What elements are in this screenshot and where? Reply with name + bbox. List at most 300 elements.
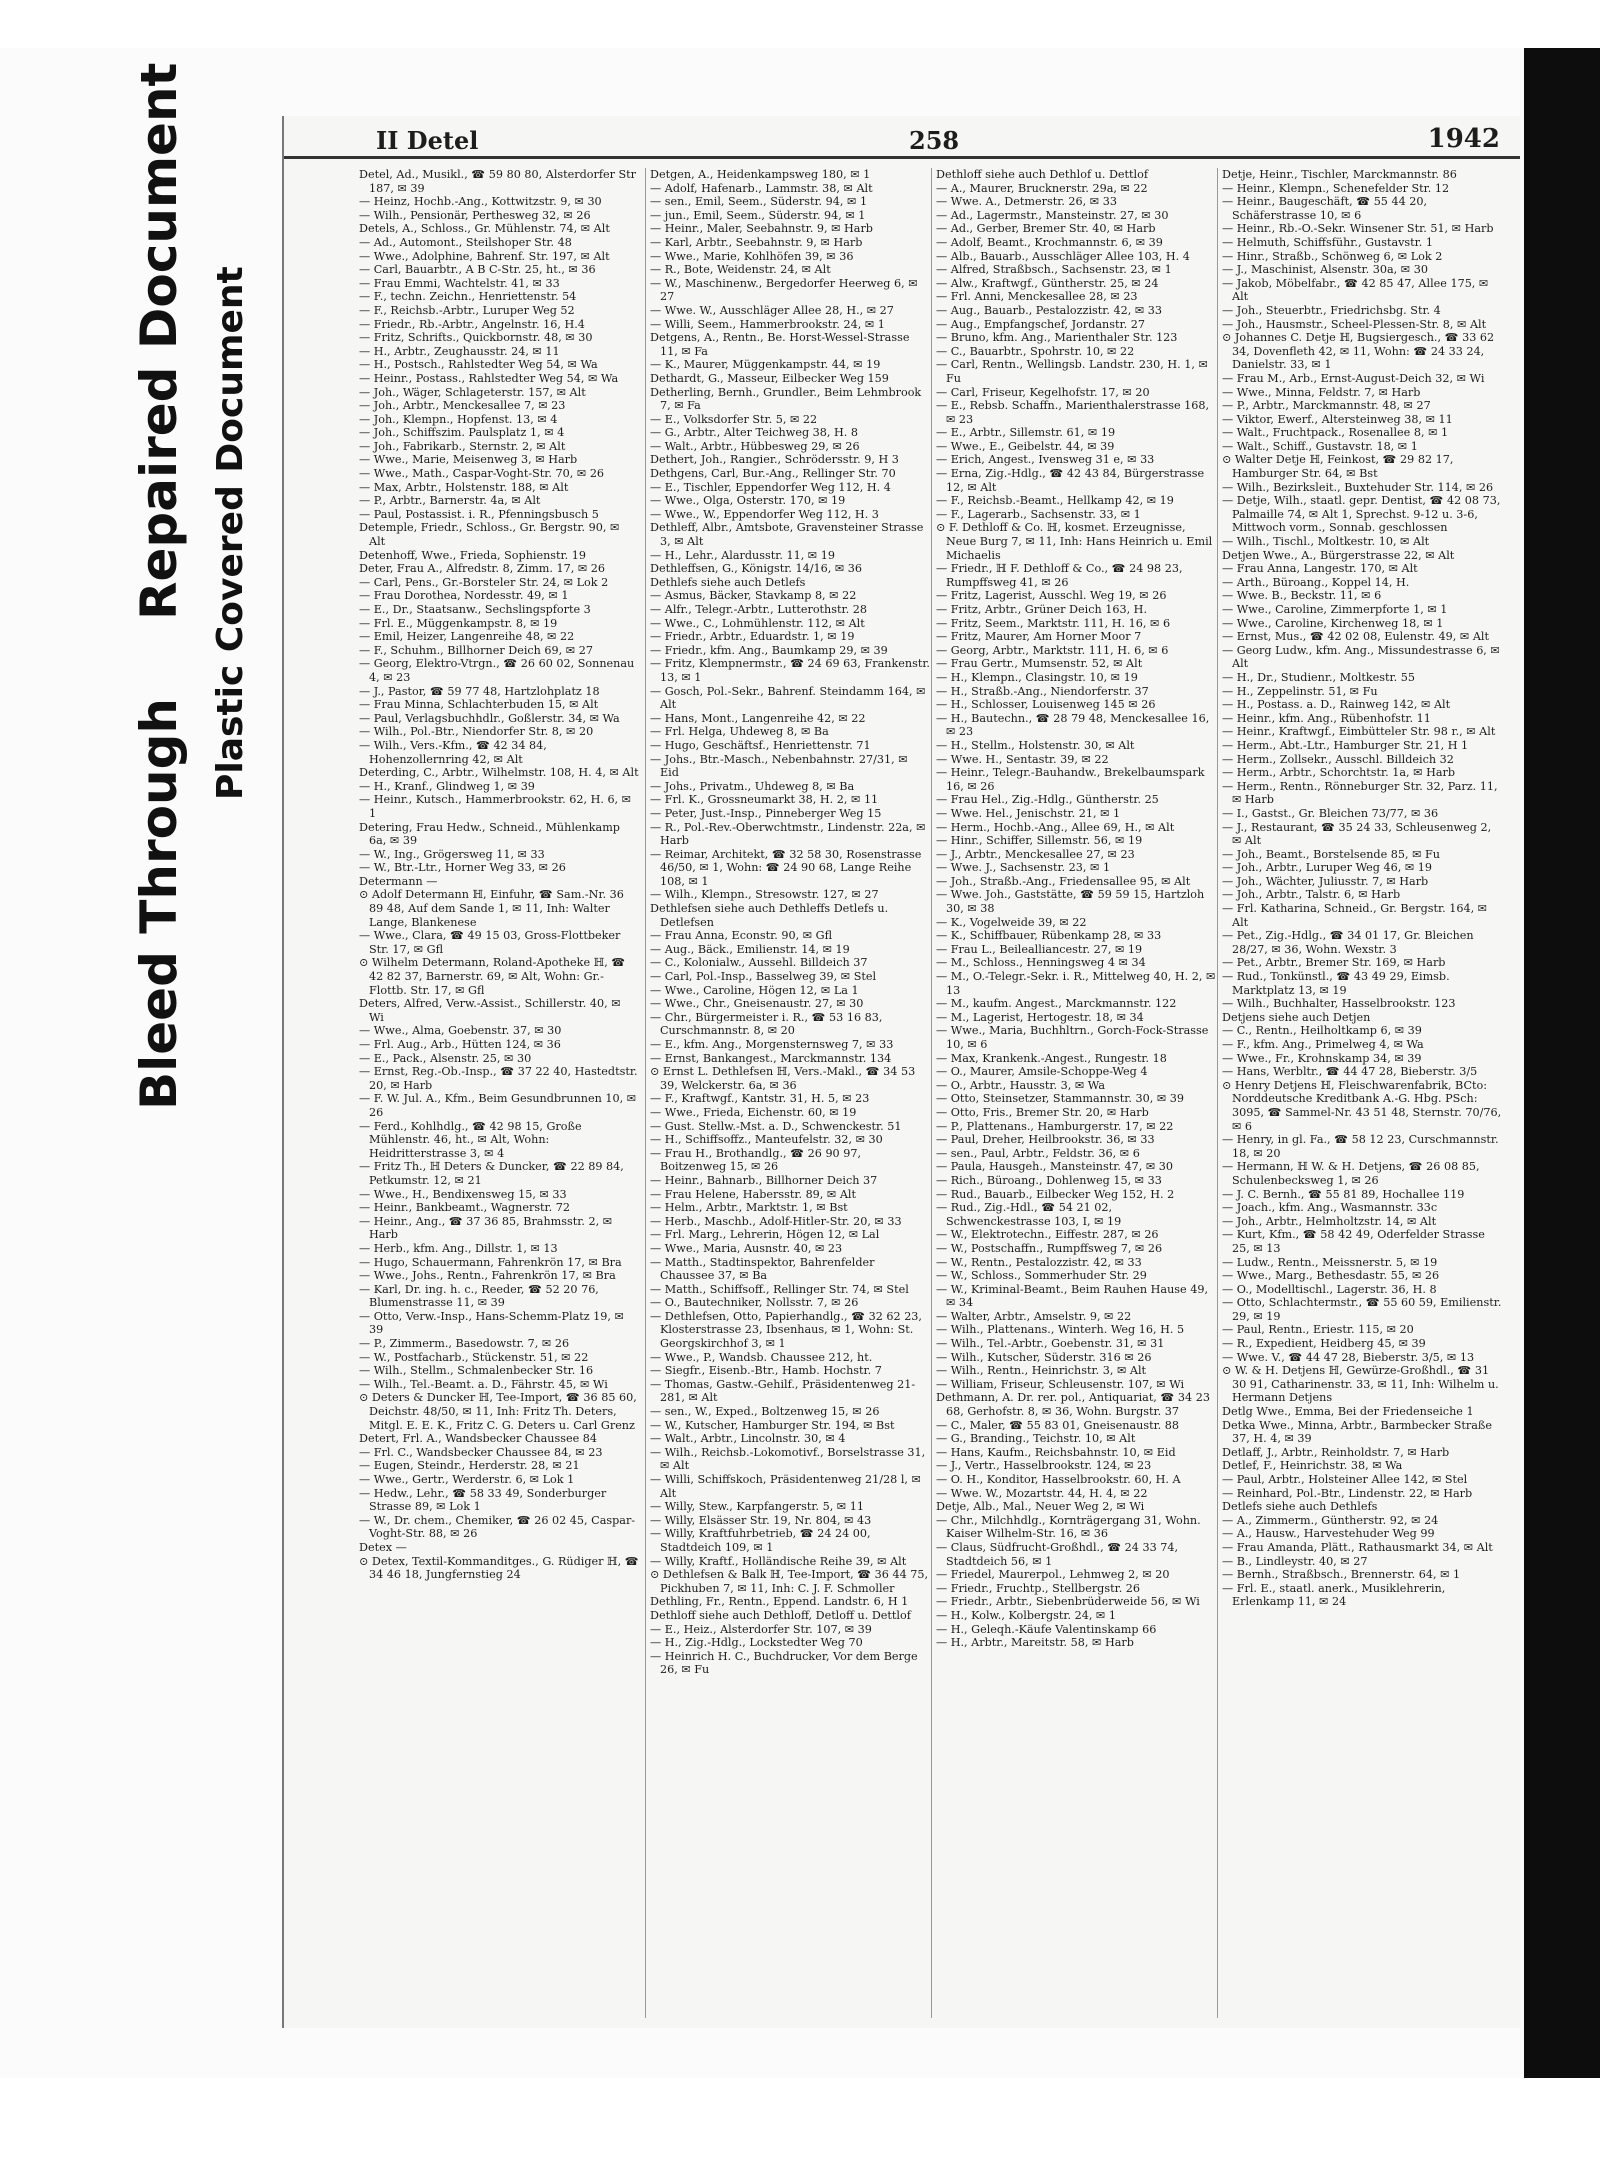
directory-entry: — W., Elektrotechn., Eiffestr. 287, ✉ 26 — [936, 1228, 1159, 1242]
directory-entry: Detgens, A., Rentn., Be. Horst-Wessel-Strasse 11, ✉ Fa — [650, 331, 910, 358]
directory-entry: — Fritz Th., ℍ Deters & Duncker, ☎ 22 89 84, Petkumstr. 12, ✉ 21 — [359, 1160, 624, 1187]
directory-entry: — Heinr., Klempn., Schenefelder Str. 12 — [1222, 181, 1450, 195]
directory-entry: Detlef, F., Heinrichstr. 38, ✉ Wa — [1222, 1459, 1403, 1473]
directory-entry: — Fritz, Klempnermstr., ☎ 24 69 63, Frankenstr. 13, ✉ 1 — [650, 657, 930, 684]
directory-entry: — J. C. Bernh., ☎ 55 81 89, Hochallee 119 — [1222, 1187, 1465, 1201]
directory-entry: — E., Arbtr., Sillemstr. 61, ✉ 19 — [936, 426, 1116, 440]
directory-entry: — Henry, in gl. Fa., ☎ 58 12 23, Curschmannstr. 18, ✉ 20 — [1222, 1133, 1499, 1160]
directory-entry: — M., kaufm. Angest., Marckmannstr. 122 — [936, 997, 1177, 1011]
directory-entry: — Wwe., Clara, ☎ 49 15 03, Gross-Flottbeker Str. 17, ✉ Gfl — [359, 929, 621, 956]
directory-entry: — Friedr., kfm. Ang., Baumkamp 29, ✉ 39 — [650, 643, 888, 657]
directory-entry: — Carl, Friseur, Kegelhofstr. 17, ✉ 20 — [936, 385, 1150, 399]
directory-entry: — Herb., kfm. Ang., Dillstr. 1, ✉ 13 — [359, 1241, 558, 1255]
directory-entry: — Reimar, Architekt, ☎ 32 58 30, Rosenstrasse 46/50, ✉ 1, Wohn: ☎ 24 90 68, Lange Reihe 108, ✉ 1 — [650, 847, 922, 888]
directory-entry: — H., Klempn., Clasingstr. 10, ✉ 19 — [936, 670, 1138, 684]
directory-entry: — O., Maurer, Amsile-Schoppe-Weg 4 — [936, 1065, 1148, 1079]
page-number: 258 — [909, 126, 960, 155]
directory-entry: — Frl. Anni, Menckesallee 28, ✉ 23 — [936, 290, 1138, 304]
directory-entry: — Erna, Zig.-Hdlg., ☎ 42 43 84, Bürgerstrasse 12, ✉ Alt — [936, 467, 1205, 494]
directory-entry: — F., Reichsb.-Arbtr., Luruper Weg 52 — [359, 303, 575, 317]
directory-entry: — F., Reichsb.-Beamt., Hellkamp 42, ✉ 19 — [936, 494, 1174, 508]
directory-entry: — Heinr., Postass., Rahlstedter Weg 54, ✉ Wa — [359, 371, 619, 385]
directory-entry: — Paul, Rentn., Eriestr. 115, ✉ 20 — [1222, 1323, 1414, 1337]
directory-entry: — Friedr., Rb.-Arbtr., Angelnstr. 16, H.4 — [359, 317, 585, 331]
directory-entry: — Wilh., Stellm., Schmalenbecker Str. 16 — [359, 1364, 594, 1378]
directory-entry: — Gosch, Pol.-Sekr., Bahrenf. Steindamm 164, ✉ Alt — [650, 684, 926, 712]
directory-entry: — Hinr., Schiffer, Sillemstr. 56, ✉ 19 — [936, 834, 1143, 848]
directory-entry: Detex — — [359, 1540, 407, 1554]
directory-entry: — W., Postschaffn., Rumpffsweg 7, ✉ 26 — [936, 1241, 1163, 1255]
directory-columns — [359, 168, 1504, 2018]
condition-labels — [118, 62, 268, 1120]
directory-entry: — J., Maschinist, Alsenstr. 30a, ✉ 30 — [1222, 263, 1428, 277]
directory-entry: — Heinr., kfm. Ang., Rübenhofstr. 11 — [1222, 711, 1431, 725]
directory-entry: — Reinhard, Pol.-Btr., Lindenstr. 22, ✉ Harb — [1222, 1486, 1473, 1500]
directory-entry: — Wwe., Johs., Rentn., Fahrenkrön 17, ✉ Bra — [359, 1269, 616, 1283]
directory-entry: — Erich, Angest., Ivensweg 31 e, ✉ 33 — [936, 453, 1155, 467]
directory-entry: — F., Schuhm., Billhorner Deich 69, ✉ 27 — [359, 643, 593, 657]
directory-entry: — Wilh., Buchhalter, Hasselbrookstr. 123 — [1222, 997, 1456, 1011]
directory-entry: — sen., W., Exped., Boltzenweg 15, ✉ 26 — [650, 1405, 880, 1419]
directory-entry: — W., Btr.-Ltr., Horner Weg 33, ✉ 26 — [359, 861, 566, 875]
directory-entry: — B., Lindleystr. 40, ✉ 27 — [1222, 1554, 1368, 1568]
directory-entry: — Herm., Arbtr., Schorchtstr. 1a, ✉ Harb — [1222, 766, 1456, 780]
directory-entry: — Wwe., Adolphine, Bahrenf. Str. 197, ✉ Alt — [359, 249, 610, 263]
directory-entry: — Georg, Arbtr., Marktstr. 111, H. 6, ✉ 6 — [936, 643, 1169, 657]
directory-entry: — Johs., Privatm., Uhdeweg 8, ✉ Ba — [650, 779, 855, 793]
directory-entry: — Joh., Wäger, Schlageterstr. 157, ✉ Alt — [359, 385, 586, 399]
plastic-covered-label: Plastic Covered Document — [210, 266, 251, 800]
directory-entry: — Ad., Gerber, Bremer Str. 40, ✉ Harb — [936, 222, 1156, 236]
directory-entry: — Herm., Abt.-Ltr., Hamburger Str. 21, H 1 — [1222, 738, 1469, 752]
directory-entry: — Chr., Milchhdlg., Kornträgergang 31, Wohn. Kaiser Wilhelm-Str. 16, ✉ 36 — [936, 1513, 1201, 1541]
directory-entry: — Claus, Südfrucht-Großhdl., ☎ 24 33 74, Stadtdeich 56, ✉ 1 — [936, 1540, 1179, 1568]
directory-entry: — Walt., Fruchtpack., Rosenallee 8, ✉ 1 — [1222, 426, 1449, 440]
directory-entry: — Pet., Arbtr., Bremer Str. 169, ✉ Harb — [1222, 956, 1446, 970]
directory-entry: — Willy, Kraftf., Holländische Reihe 39, ✉ Alt — [650, 1554, 907, 1568]
directory-entry: — Arth., Büroang., Koppel 14, H. — [1222, 575, 1410, 589]
directory-entry: — E., Dr., Staatsanw., Sechslingspforte 3 — [359, 603, 591, 616]
directory-entry: — Otto, Schlachtermstr., ☎ 55 60 59, Emilienstr. 29, ✉ 19 — [1222, 1296, 1502, 1323]
directory-entry: — Frau Emmi, Wachtelstr. 41, ✉ 33 — [359, 276, 560, 290]
directory-entry: — Wwe. Hel., Jenischstr. 21, ✉ 1 — [936, 806, 1121, 820]
directory-entry: — Wwe. A., Detmerstr. 26, ✉ 33 — [936, 195, 1117, 209]
directory-entry: — Walt., Schiff., Gustavstr. 18, ✉ 1 — [1222, 439, 1418, 453]
directory-entry: — A., Maurer, Brucknerstr. 29a, ✉ 22 — [936, 181, 1148, 195]
directory-entry: — Hugo, Geschäftsf., Henriettenstr. 71 — [650, 738, 871, 752]
directory-entry: — Frau Anna, Econstr. 90, ✉ Gfl — [650, 929, 833, 943]
directory-entry: Dethloff siehe auch Dethloff, Detloff u. Dettlof — [650, 1608, 911, 1622]
directory-entry: — Wwe. J., Sachsenstr. 23, ✉ 1 — [936, 861, 1111, 875]
directory-entry: — Rud., Tonkünstl., ☎ 43 49 29, Eimsb. Marktplatz 13, ✉ 19 — [1222, 970, 1450, 997]
directory-entry: — Wwe., Caroline, Zimmerpforte 1, ✉ 1 — [1222, 603, 1448, 616]
directory-entry: — Carl, Bauarbtr., A B C-Str. 25, ht., ✉ 36 — [359, 263, 596, 277]
bleed-through-label: Bleed Through — [130, 698, 188, 1110]
directory-entry: — Emil, Heizer, Langenreihe 48, ✉ 22 — [359, 630, 575, 644]
directory-entry: — K., Schiffbauer, Rübenkamp 28, ✉ 33 — [936, 929, 1162, 943]
directory-entry: Detherling, Bernh., Grundler., Beim Lehmbrook 7, ✉ Fa — [650, 385, 922, 413]
directory-entry: — Fritz, Arbtr., Grüner Deich 163, H. — [936, 603, 1147, 616]
directory-entry: Detlg Wwe., Emma, Bei der Friedenseiche 1 — [1222, 1405, 1474, 1419]
directory-entry: — Frau Anna, Langestr. 170, ✉ Alt — [1222, 562, 1418, 576]
directory-entry: Dethlefs siehe auch Detlefs — [650, 575, 806, 589]
directory-entry: — H., Schlosser, Louisenweg 145 ✉ 26 — [936, 698, 1156, 712]
directory-entry: — M., O.-Telegr.-Sekr. i. R., Mittelweg 40, H. 2, ✉ 13 — [936, 970, 1216, 997]
directory-entry: — Wwe. V., ☎ 44 47 28, Bieberstr. 3/5, ✉ 13 — [1222, 1350, 1475, 1364]
directory-entry: — Wwe., Gertr., Werderstr. 6, ✉ Lok 1 — [359, 1473, 575, 1486]
directory-entry: Dethloff siehe auch Dethlof u. Dettlof — [936, 168, 1148, 181]
directory-entry: — Frau Amanda, Plätt., Rathausmarkt 34, ✉ Alt — [1222, 1540, 1493, 1554]
directory-entry: — H., Lehr., Alardusstr. 11, ✉ 19 — [650, 548, 835, 562]
directory-entry: — Wwe., Maria, Buchhltrn., Gorch-Fock-Strasse 10, ✉ 6 — [936, 1024, 1209, 1051]
directory-entry: — W., Rentn., Pestalozzistr. 42, ✉ 33 — [936, 1255, 1142, 1269]
directory-entry: — Frl. E., Müggenkampstr. 8, ✉ 19 — [359, 616, 558, 630]
directory-entry: — Paul, Arbtr., Holsteiner Allee 142, ✉ Stel — [1222, 1473, 1468, 1486]
directory-entry: Detjens siehe auch Detjen — [1222, 1010, 1371, 1024]
directory-entry: — Frau Gertr., Mumsenstr. 52, ✉ Alt — [936, 657, 1143, 671]
directory-entry: — Herb., Maschb., Adolf-Hitler-Str. 20, ✉ 33 — [650, 1214, 902, 1228]
directory-entry: ⊙ Ernst L. Dethlefsen ℍ, Vers.-Makl., ☎ 34 53 39, Welckerstr. 6a, ✉ 36 — [650, 1065, 916, 1092]
directory-entry: — jun., Emil, Seem., Süderstr. 94, ✉ 1 — [650, 208, 866, 222]
directory-entry: — Kurt, Kfm., ☎ 58 42 49, Oderfelder Strasse 25, ✉ 13 — [1222, 1228, 1485, 1255]
directory-entry: — Friedr., ℍ F. Dethloff & Co., ☎ 24 98 23, Rumpffsweg 41, ✉ 26 — [936, 562, 1183, 589]
directory-entry: — Rich., Büroang., Dohlenweg 15, ✉ 33 — [936, 1173, 1162, 1187]
directory-entry: — Wwe. W., Mozartstr. 44, H. 4, ✉ 22 — [936, 1486, 1148, 1500]
directory-entry: — Max, Krankenk.-Angest., Rungestr. 18 — [936, 1051, 1167, 1065]
directory-entry: — Joach., kfm. Ang., Wasmannstr. 33c — [1222, 1201, 1438, 1215]
directory-entry: — F. W. Jul. A., Kfm., Beim Gesundbrunnen 10, ✉ 26 — [359, 1092, 637, 1119]
directory-entry: — H., Postsch., Rahlstedter Weg 54, ✉ Wa — [359, 358, 598, 372]
directory-entry: — Wwe., Chr., Gneisenaustr. 27, ✉ 30 — [650, 997, 864, 1011]
directory-entry: Dethlefsen siehe auch Dethleffs Detlefs u. Detlefsen — [650, 902, 889, 929]
directory-entry: — G., Branding., Teichstr. 10, ✉ Alt — [936, 1432, 1136, 1446]
directory-entry: — H., Kranf., Glindweg 1, ✉ 39 — [359, 779, 535, 793]
directory-entry: — Karl, Dr. ing. h. c., Reeder, ☎ 52 20 76, Blumenstrasse 11, ✉ 39 — [359, 1282, 599, 1310]
directory-entry: — Heinr., Maler, Seebahnstr. 9, ✉ Harb — [650, 222, 873, 236]
directory-entry: — Wwe., Frieda, Eichenstr. 60, ✉ 19 — [650, 1105, 857, 1119]
directory-entry: — Walt., Arbtr., Hübbesweg 29, ✉ 26 — [650, 439, 860, 453]
directory-entry: — Wwe., Marie, Meisenweg 3, ✉ Harb — [359, 453, 578, 467]
directory-entry: — F., Kraftwgf., Kantstr. 31, H. 5, ✉ 23 — [650, 1092, 870, 1106]
directory-entry: — O. H., Konditor, Hasselbrookstr. 60, H. A — [936, 1473, 1181, 1486]
directory-entry: — Willy, Stew., Karpfangerstr. 5, ✉ 11 — [650, 1500, 864, 1514]
directory-entry: Detlefs siehe auch Dethlefs — [1222, 1500, 1378, 1514]
directory-entry: — Heinr., Bahnarb., Billhorner Deich 37 — [650, 1173, 878, 1187]
directory-entry: — Willi, Seem., Hammerbrookstr. 24, ✉ 1 — [650, 317, 885, 331]
directory-entry: — Viktor, Ewerf., Altersteinweg 38, ✉ 11 — [1222, 412, 1453, 426]
directory-entry: — H., Geleqh.-Käufe Valentinskamp 66 — [936, 1622, 1157, 1636]
directory-entry: — Frl. C., Wandsbecker Chaussee 84, ✉ 23 — [359, 1445, 603, 1459]
directory-entry: — Fritz, Maurer, Am Horner Moor 7 — [936, 630, 1142, 644]
directory-entry: ⊙ Detex, Textil-Kommanditges., G. Rüdiger ℍ, ☎ 34 46 18, Jungfernstieg 24 — [359, 1554, 639, 1582]
directory-entry: — Frau M., Arb., Ernst-August-Deich 32, ✉ Wi — [1222, 371, 1485, 385]
directory-entry: — Frl. E., staatl. anerk., Musiklehrerin, Erlenkamp 11, ✉ 24 — [1222, 1581, 1446, 1609]
directory-entry: Detje, Alb., Mal., Neuer Weg 2, ✉ Wi — [936, 1500, 1145, 1514]
directory-entry: — Hans, Kaufm., Reichsbahnstr. 10, ✉ Eid — [936, 1445, 1176, 1459]
directory-entry: — Ernst, Reg.-Ob.-Insp., ☎ 37 22 40, Hastedtstr. 20, ✉ Harb — [359, 1065, 638, 1092]
directory-entry: — M., Schloss., Henningsweg 4 ✉ 34 — [936, 956, 1146, 970]
directory-entry: — Alb., Bauarb., Ausschläger Allee 103, H. 4 — [936, 249, 1190, 263]
directory-entry: Dethert, Joh., Rangier., Schrödersstr. 9, H 3 — [650, 453, 899, 467]
directory-entry: — Walter, Arbtr., Amselstr. 9, ✉ 22 — [936, 1309, 1132, 1323]
directory-entry: — Wwe., E., Geibelstr. 44, ✉ 39 — [936, 439, 1115, 453]
directory-entry: — Otto, Fris., Bremer Str. 20, ✉ Harb — [936, 1105, 1149, 1119]
directory-entry: — Wwe., W., Eppendorfer Weg 112, H. 3 — [650, 507, 879, 521]
directory-entry: — Frl. Marg., Lehrerin, Högen 12, ✉ Lal — [650, 1228, 880, 1242]
directory-entry: — Wilh., Pensionär, Perthesweg 32, ✉ 26 — [359, 208, 591, 222]
directory-entry: — Helmuth, Schiffsführ., Gustavstr. 1 — [1222, 235, 1434, 249]
directory-entry: — Hans, Mont., Langenreihe 42, ✉ 22 — [650, 711, 866, 725]
directory-entry: — Willi, Schiffskoch, Präsidentenweg 21/28 l, ✉ Alt — [650, 1473, 921, 1500]
directory-entry: — Frl. K., Grossneumarkt 38, H. 2, ✉ 11 — [650, 793, 879, 807]
directory-entry: — Heinz, Hochb.-Ang., Kottwitzstr. 9, ✉ 30 — [359, 195, 602, 209]
directory-entry: — Carl, Pol.-Insp., Basselweg 39, ✉ Stel — [650, 970, 877, 984]
directory-entry: — Frau Minna, Schlachterbuden 15, ✉ Alt — [359, 698, 599, 712]
directory-entry: ⊙ Henry Detjens ℍ, Fleischwarenfabrik, BCto: Norddeutsche Kreditbank A.-G. Hbg. PSch: 3095, ☎ Sammel-Nr. 43 51 48, Sternstr. 70/76, ✉ 6 — [1222, 1078, 1502, 1133]
directory-entry: — H., Postass. a. D., Rainweg 142, ✉ Alt — [1222, 698, 1451, 712]
directory-entry: — Wilh., Pol.-Btr., Niendorfer Str. 8, ✉ 20 — [359, 725, 594, 739]
directory-entry: — E., Heiz., Alsterdorfer Str. 107, ✉ 39 — [650, 1622, 872, 1636]
directory-entry: — O., Modelltischl., Lagerstr. 36, H. 8 — [1222, 1282, 1437, 1296]
directory-entry: — Siegfr., Eisenb.-Btr., Hamb. Hochstr. 7 — [650, 1364, 882, 1378]
directory-entry: Detels, A., Schloss., Gr. Mühlenstr. 74, ✉ Alt — [359, 222, 610, 236]
directory-entry: — Wilh., Bezirksleit., Buxtehuder Str. 114, ✉ 26 — [1222, 480, 1494, 494]
directory-entry: — R., Pol.-Rev.-Oberwchtmstr., Lindenstr. 22a, ✉ Harb — [650, 820, 926, 848]
directory-entry: — Ernst, Mus., ☎ 42 02 08, Eulenstr. 49, ✉ Alt — [1222, 630, 1489, 644]
directory-entry: — Frau L., Beilealliancestr. 27, ✉ 19 — [936, 942, 1143, 956]
directory-entry: — Joh., Hausmstr., Scheel-Plessen-Str. 8, ✉ Alt — [1222, 317, 1487, 331]
directory-entry: — Joh., Schiffszim. Paulsplatz 1, ✉ 4 — [359, 426, 565, 440]
column-2 — [645, 168, 930, 2018]
directory-entry: — Hugo, Schauermann, Fahrenkrön 17, ✉ Bra — [359, 1255, 622, 1269]
directory-entry: — F., Lagerarb., Sachsenstr. 33, ✉ 1 — [936, 507, 1141, 521]
directory-entry: ⊙ Adolf Determann ℍ, Einfuhr, ☎ Sam.-Nr. 36 89 48, Auf dem Sande 1, ✉ 11, Inh: Walter Lange, Blankenese — [359, 888, 624, 929]
directory-entry: — Joh., Arbtr., Talstr. 6, ✉ Harb — [1222, 888, 1401, 902]
directory-entry: — Ad., Automont., Steilshoper Str. 48 — [359, 235, 572, 249]
directory-entry: — W., Dr. chem., Chemiker, ☎ 26 02 45, Caspar-Voght-Str. 88, ✉ 26 — [359, 1513, 636, 1541]
directory-entry: Detering, Frau Hedw., Schneid., Mühlenkamp 6a, ✉ 39 — [359, 820, 620, 848]
directory-entry: — Wilh., Klempn., Stresowstr. 127, ✉ 27 — [650, 888, 879, 902]
directory-entry: — Joh., Fabrikarb., Sternstr. 2, ✉ Alt — [359, 439, 566, 453]
directory-entry: — O., Arbtr., Hausstr. 3, ✉ Wa — [936, 1078, 1105, 1092]
directory-entry: — Heinr., Baugeschäft, ☎ 55 44 20, Schäferstrasse 10, ✉ 6 — [1222, 195, 1428, 222]
directory-entry: — Max, Arbtr., Holstenstr. 188, ✉ Alt — [359, 480, 569, 494]
directory-entry: — Peter, Just.-Insp., Pinneberger Weg 15 — [650, 806, 882, 820]
directory-entry: — Carl, Pens., Gr.-Borsteler Str. 24, ✉ Lok 2 — [359, 575, 609, 589]
directory-entry: — J., Arbtr., Menckesallee 27, ✉ 23 — [936, 847, 1135, 861]
directory-entry: — J., Pastor, ☎ 59 77 48, Hartzlohplatz 18 — [359, 684, 600, 698]
directory-entry: — Aug., Bäck., Emilienstr. 14, ✉ 19 — [650, 942, 850, 956]
directory-entry: — Dethlefsen, Otto, Papierhandlg., ☎ 32 62 23, Klosterstrasse 23, Ibsenhaus, ✉ 1, Wohn: St. Georgskirchhof 3, ✉ 1 — [650, 1309, 922, 1351]
directory-entry: — Heinrich H. C., Buchdrucker, Vor dem Berge 26, ✉ Fu — [650, 1649, 918, 1677]
directory-entry: — Heinr., Kutsch., Hammerbrookstr. 62, H. 6, ✉ 1 — [359, 793, 632, 820]
directory-entry: — Wwe., Minna, Feldstr. 7, ✉ Harb — [1222, 385, 1421, 399]
directory-entry: — Hedw., Lehr., ☎ 58 33 49, Sonderburger Strasse 89, ✉ Lok 1 — [359, 1486, 607, 1514]
directory-entry: — Joh., Straßb.-Ang., Friedensallee 95, ✉ Alt — [936, 874, 1191, 888]
directory-entry: — William, Friseur, Schleusenstr. 107, ✉ Wi — [936, 1377, 1185, 1391]
directory-entry: — Wwe., Caroline, Kirchenweg 18, ✉ 1 — [1222, 616, 1444, 630]
directory-entry: — Wwe. B., Beckstr. 11, ✉ 6 — [1222, 589, 1382, 603]
directory-entry: Deter, Frau A., Alfredstr. 8, Zimm. 17, ✉ 26 — [359, 562, 606, 576]
directory-entry: — Wilh., Kutscher, Süderstr. 316 ✉ 26 — [936, 1350, 1152, 1364]
column-3 — [931, 168, 1216, 2018]
directory-entry: — W., Kriminal-Beamt., Beim Rauhen Hause 49, ✉ 34 — [936, 1282, 1209, 1310]
directory-entry: Detjen Wwe., A., Bürgerstrasse 22, ✉ Alt — [1222, 548, 1455, 562]
directory-entry: — Wilh., Rentn., Heinrichstr. 3, ✉ Alt — [936, 1364, 1147, 1378]
directory-entry: — Georg Ludw., kfm. Ang., Missundestrasse 6, ✉ Alt — [1222, 643, 1500, 671]
directory-entry: — Paul, Verlagsbuchhdlr., Goßlerstr. 34, ✉ Wa — [359, 711, 620, 725]
directory-entry: — Joh., Beamt., Borstelsende 85, ✉ Fu — [1222, 847, 1441, 861]
directory-entry: ⊙ Wilhelm Determann, Roland-Apotheke ℍ, ☎ 42 82 37, Barnerstr. 69, ✉ Alt, Wohn: Gr.-Flottb. Str. 17, ✉ Gfl — [359, 956, 626, 997]
directory-entry: — Eugen, Steindr., Herderstr. 28, ✉ 21 — [359, 1459, 580, 1473]
directory-entry: — Fritz, Seem., Marktstr. 111, H. 16, ✉ 6 — [936, 616, 1171, 630]
directory-entry: — Herm., Zollsekr., Ausschl. Billdeich 32 — [1222, 752, 1454, 766]
directory-entry: — Ad., Lagermstr., Mansteinstr. 27, ✉ 30 — [936, 208, 1169, 222]
directory-entry: — Heinr., Telegr.-Bauhandw., Brekelbaumspark 16, ✉ 26 — [936, 766, 1205, 793]
directory-entry: — Frau H., Brothandlg., ☎ 26 90 97, Boitzenweg 15, ✉ 26 — [650, 1146, 862, 1174]
directory-entry: — C., Bauarbtr., Spohrstr. 10, ✉ 22 — [936, 344, 1135, 358]
directory-entry: — Georg, Elektro-Vtrgn., ☎ 26 60 02, Sonnenau 4, ✉ 23 — [359, 657, 635, 684]
directory-entry: — sen., Paul, Arbtr., Feldstr. 36, ✉ 6 — [936, 1146, 1140, 1160]
directory-entry: — F., kfm. Ang., Primelweg 4, ✉ Wa — [1222, 1038, 1424, 1051]
directory-entry: — Alfred, Straßbsch., Sachsenstr. 23, ✉ 1 — [936, 263, 1172, 277]
directory-entry: — Chr., Bürgermeister i. R., ☎ 53 16 83, Curschmannstr. 8, ✉ 20 — [650, 1010, 883, 1038]
directory-entry: — Wilh., Tischl., Moltkestr. 10, ✉ Alt — [1222, 535, 1430, 549]
directory-entry: — Wwe. W., Ausschläger Allee 28, H., ✉ 27 — [650, 303, 894, 317]
directory-entry: — H., Schiffsoffz., Manteufelstr. 32, ✉ 30 — [650, 1133, 883, 1147]
directory-entry: — Johs., Btr.-Masch., Nebenbahnstr. 27/31, ✉ Eid — [650, 752, 908, 780]
directory-entry: — R., Bote, Weidenstr. 24, ✉ Alt — [650, 263, 831, 277]
directory-entry: Detert, Frl. A., Wandsbecker Chaussee 84 — [359, 1432, 598, 1446]
directory-entry: — W., Kutscher, Hamburger Str. 194, ✉ Bst — [650, 1418, 895, 1432]
directory-entry: — H., Arbtr., Zeughausstr. 24, ✉ 11 — [359, 344, 560, 358]
directory-entry: — Asmus, Bäcker, Stavkamp 8, ✉ 22 — [650, 589, 857, 603]
directory-entry: — Wilh., Tel.-Beamt. a. D., Fährstr. 45, ✉ Wi — [359, 1377, 608, 1391]
directory-entry: — Aug., Bauarb., Pestalozzistr. 42, ✉ 33 — [936, 303, 1163, 317]
directory-entry: — Wilh., Tel.-Arbtr., Goebenstr. 31, ✉ 31 — [936, 1337, 1165, 1351]
page-header — [284, 116, 1520, 159]
directory-entry: — K., Maurer, Müggenkampstr. 44, ✉ 19 — [650, 358, 881, 372]
directory-entry: — E., Rebsb. Schaffn., Marienthalerstrasse 168, ✉ 23 — [936, 399, 1210, 426]
directory-entry: — Wwe., H., Bendixensweg 15, ✉ 33 — [359, 1187, 567, 1201]
directory-entry: — Willy, Kraftfuhrbetrieb, ☎ 24 24 00, Stadtdeich 109, ✉ 1 — [650, 1527, 871, 1554]
directory-entry: — Thomas, Gastw.-Gehilf., Präsidentenweg 21-281, ✉ Alt — [650, 1377, 916, 1405]
directory-entry: — W., Postfacharb., Stückenstr. 51, ✉ 22 — [359, 1350, 589, 1364]
directory-entry: — Carl, Rentn., Wellingsb. Landstr. 230, H. 1, ✉ Fu — [936, 358, 1208, 385]
directory-entry: — Heinr., Rb.-O.-Sekr. Winsener Str. 51, ✉ Harb — [1222, 222, 1494, 236]
directory-entry: — H., Kolw., Kolbergstr. 24, ✉ 1 — [936, 1608, 1116, 1622]
directory-entry: Detel, Ad., Musikl., ☎ 59 80 80, Alsterdorfer Str 187, ✉ 39 — [359, 168, 637, 195]
directory-entry: — H., Stellm., Holstenstr. 30, ✉ Alt — [936, 738, 1135, 752]
directory-entry: — Karl, Arbtr., Seebahnstr. 9, ✉ Harb — [650, 235, 863, 249]
directory-entry: — A., Zimmerm., Güntherstr. 92, ✉ 24 — [1222, 1513, 1439, 1527]
directory-entry: — Paul, Postassist. i. R., Pfenningsbusch 5 — [359, 507, 599, 521]
directory-entry: — Frl. Helga, Uhdeweg 8, ✉ Ba — [650, 725, 829, 739]
directory-entry: — Rud., Bauarb., Eilbecker Weg 152, H. 2 — [936, 1187, 1175, 1201]
directory-entry: — A., Hausw., Harvestehuder Weg 99 — [1222, 1527, 1435, 1541]
directory-entry: ⊙ Walter Detje ℍ, Feinkost, ☎ 29 82 17, Hamburger Str. 64, ✉ Bst — [1222, 453, 1454, 481]
directory-entry: — Friedr., Arbtr., Siebenbrüderweide 56, ✉ Wi — [936, 1595, 1200, 1609]
directory-entry: — Wilh., Vers.-Kfm., ☎ 42 34 84, Hohenzollernring 42, ✉ Alt — [359, 738, 547, 766]
directory-entry: — W., Maschinenw., Bergedorfer Heerweg 6, ✉ 27 — [650, 276, 918, 304]
directory-entry: — Helm., Arbtr., Marktstr. 1, ✉ Bst — [650, 1201, 848, 1215]
directory-entry: — Ernst, Bankangest., Marckmannstr. 134 — [650, 1051, 892, 1065]
section-heading: II Detel — [376, 126, 479, 155]
directory-entry: — Fritz, Schrifts., Quickbornstr. 48, ✉ 30 — [359, 331, 593, 345]
directory-entry: — Frau Dorothea, Nordesstr. 49, ✉ 1 — [359, 589, 569, 603]
directory-entry: — G., Arbtr., Alter Teichweg 38, H. 8 — [650, 426, 859, 440]
directory-entry: — P., Plattenans., Hamburgerstr. 17, ✉ 22 — [936, 1119, 1174, 1133]
directory-entry: — Detje, Wilh., staatl. gepr. Dentist, ☎ 42 08 73, Palmaille 74, ✉ Alt 1, Sprechst. 9-12 u. 3-6, Mittwoch vorm., Sonnab. geschlossen — [1222, 494, 1501, 535]
directory-entry: — Otto, Verw.-Insp., Hans-Schemm-Platz 19, ✉ 39 — [359, 1309, 624, 1337]
directory-entry: ⊙ F. Dethloff & Co. ℍ, kosmet. Erzeugnisse, Neue Burg 7, ✉ 11, Inh: Hans Heinrich u. Emil Michaelis — [936, 521, 1213, 562]
directory-entry: — M., Lagerist, Hertogestr. 18, ✉ 34 — [936, 1010, 1144, 1024]
directory-entry: — Joh., Arbtr., Luruper Weg 46, ✉ 19 — [1222, 861, 1433, 875]
directory-entry: — Wwe., Fr., Krohnskamp 34, ✉ 39 — [1222, 1051, 1422, 1065]
directory-entry: — P., Arbtr., Marckmannstr. 48, ✉ 27 — [1222, 399, 1431, 413]
directory-entry: ⊙ Johannes C. Detje ℍ, Bugsiergesch., ☎ 33 62 34, Dovenfleth 42, ✉ 11, Wohn: ☎ 24 33 24, Danielstr. 33, ✉ 1 — [1222, 331, 1495, 372]
directory-entry: — Herm., Hochb.-Ang., Allee 69, H., ✉ Alt — [936, 820, 1175, 834]
directory-entry: — Heinr., Bankbeamt., Wagnerstr. 72 — [359, 1201, 571, 1215]
directory-entry: Dethardt, G., Masseur, Eilbecker Weg 159 — [650, 371, 889, 385]
directory-entry: — O., Bautechniker, Nollsstr. 7, ✉ 26 — [650, 1296, 859, 1310]
directory-entry: — Wwe., P., Wandsb. Chaussee 212, ht. — [650, 1350, 873, 1364]
directory-entry: — J., Restaurant, ☎ 35 24 33, Schleusenweg 2, ✉ Alt — [1222, 820, 1492, 848]
directory-entry: — Joh., Arbtr., Helmholtzstr. 14, ✉ Alt — [1222, 1214, 1437, 1228]
directory-entry: — Joh., Wächter, Juliusstr. 7, ✉ Harb — [1222, 874, 1429, 888]
directory-entry: — Alfr., Telegr.-Arbtr., Lutterothstr. 28 — [650, 603, 867, 616]
directory-entry: Detje, Heinr., Tischler, Marckmannstr. 86 — [1222, 168, 1457, 181]
directory-entry: — Walt., Arbtr., Lincolnstr. 30, ✉ 4 — [650, 1432, 846, 1446]
directory-entry: — Frl. Aug., Arb., Hütten 124, ✉ 36 — [359, 1038, 561, 1051]
directory-entry: — F., techn. Zeichn., Henriettenstr. 54 — [359, 290, 577, 304]
directory-entry: — Gust. Stellw.-Mst. a. D., Schwenckestr. 51 — [650, 1119, 902, 1133]
directory-entry: Deterding, C., Arbtr., Wilhelmstr. 108, H. 4, ✉ Alt — [359, 766, 639, 780]
directory-entry: — Joh., Arbtr., Menckesallee 7, ✉ 23 — [359, 399, 566, 413]
directory-entry: — P., Arbtr., Barnerstr. 4a, ✉ Alt — [359, 494, 541, 508]
directory-entry: — Wwe. H., Sentastr. 39, ✉ 22 — [936, 752, 1109, 766]
directory-entry: — Hermann, ℍ W. & H. Detjens, ☎ 26 08 85, Schulenbecksweg 1, ✉ 26 — [1222, 1160, 1480, 1187]
directory-entry: — Otto, Steinsetzer, Stammannstr. 30, ✉ 39 — [936, 1092, 1185, 1106]
directory-entry: — Matth., Stadtinspektor, Bahrenfelder Chaussee 37, ✉ Ba — [650, 1255, 875, 1283]
directory-entry: — Paul, Dreher, Heilbrookstr. 36, ✉ 33 — [936, 1133, 1155, 1147]
directory-entry: — Wwe., Math., Caspar-Voght-Str. 70, ✉ 26 — [359, 467, 605, 481]
directory-entry: Dethleff, Albr., Amtsbote, Gravensteiner Strasse 3, ✉ Alt — [650, 521, 924, 549]
directory-entry: — Friedr., Fruchtp., Stellbergstr. 26 — [936, 1581, 1141, 1595]
directory-entry: — C., Maler, ☎ 55 83 01, Gneisenaustr. 88 — [936, 1418, 1180, 1432]
directory-entry: — Wwe., Caroline, Högen 12, ✉ La 1 — [650, 983, 859, 997]
directory-entry: Dethmann, A. Dr. rer. pol., Antiquariat, ☎ 34 23 68, Gerhofstr. 8, ✉ 36, Wohn. Burgstr. 37 — [936, 1391, 1210, 1419]
directory-entry: — Heinr., Kraftwgf., Eimbütteler Str. 98 r., ✉ Alt — [1222, 725, 1496, 739]
directory-entry: — Friedr., Arbtr., Eduardstr. 1, ✉ 19 — [650, 630, 855, 644]
directory-entry: — E., Pack., Alsenstr. 25, ✉ 30 — [359, 1051, 532, 1065]
directory-entry: — Bernh., Straßbsch., Brennerstr. 64, ✉ 1 — [1222, 1568, 1461, 1582]
directory-entry: — C., Rentn., Heilholtkamp 6, ✉ 39 — [1222, 1024, 1422, 1038]
directory-entry: Detlaff, J., Arbtr., Reinholdstr. 7, ✉ Harb — [1222, 1445, 1450, 1459]
column-4 — [1217, 168, 1502, 2018]
directory-entry: — Matth., Schiffsoff., Rellinger Str. 74, ✉ Stel — [650, 1282, 909, 1296]
directory-entry: — Paula, Hausgeh., Mansteinstr. 47, ✉ 30 — [936, 1160, 1173, 1174]
directory-entry: Detgen, A., Heidenkampsweg 180, ✉ 1 — [650, 168, 871, 181]
directory-entry: — Ferd., Kohlhdlg., ☎ 42 98 15, Große Mühlenstr. 46, ht., ✉ Alt, Wohn: Heidritterstrasse 3, ✉ 4 — [359, 1119, 582, 1160]
directory-entry: Detenhoff, Wwe., Frieda, Sophienstr. 19 — [359, 548, 587, 562]
directory-entry: — Wwe. Joh., Gaststätte, ☎ 59 59 15, Hartzloh 30, ✉ 38 — [936, 888, 1205, 916]
directory-entry: — Frl. Katharina, Schneid., Gr. Bergstr. 164, ✉ Alt — [1222, 902, 1488, 929]
directory-entry: — Wwe., Marie, Kohlhöfen 39, ✉ 36 — [650, 249, 854, 263]
directory-entry: — E., Volksdorfer Str. 5, ✉ 22 — [650, 412, 818, 426]
directory-entry: — H., Bautechn., ☎ 28 79 48, Menckesallee 16, ✉ 23 — [936, 711, 1210, 739]
directory-entry: Dethgens, Carl, Bur.-Ang., Rellinger Str. 70 — [650, 467, 896, 481]
